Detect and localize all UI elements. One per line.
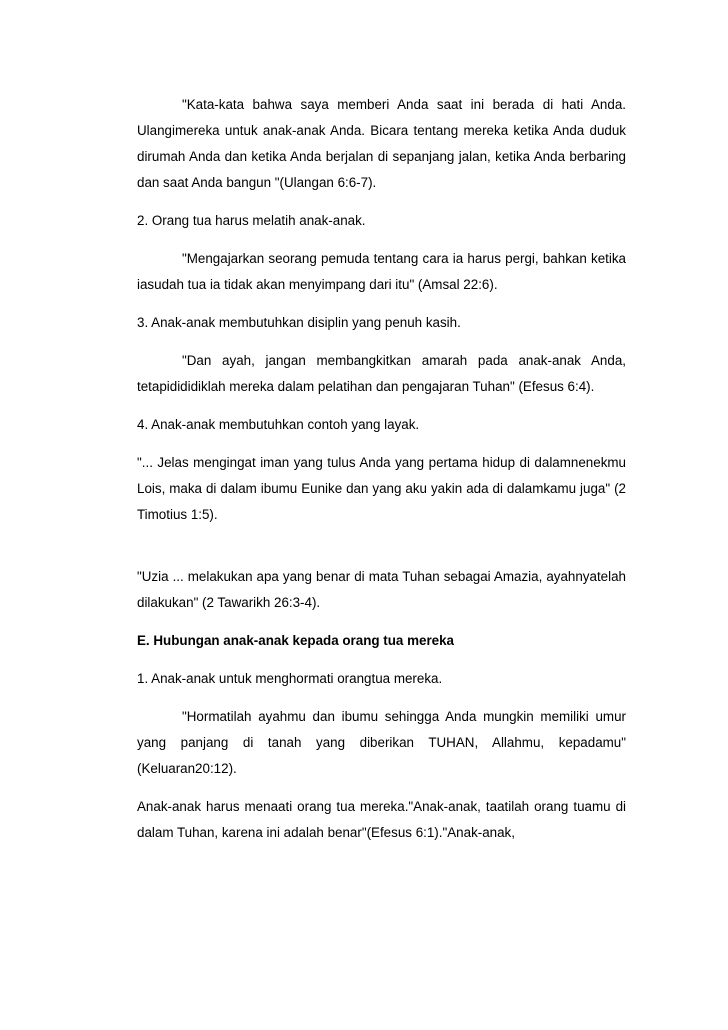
- document-body: [137, 92, 626, 858]
- quote-ulangan: "Kata-kata bahwa saya memberi Anda saat ini berada di hati Anda. Ulangimereka untuk anak-anak Anda. Bicara tentang mereka ketika Anda duduk dirumah Anda dan ketika Anda berjalan di sepanjang jalan, ketika Anda berbaring dan saat Anda bangun "(Ulangan 6:6-7).: [137, 97, 626, 190]
- point-4: 4. Anak-anak membutuhkan contoh yang layak.: [137, 417, 420, 432]
- quote-efesus-6-4: "Dan ayah, jangan membangkitkan amarah pada anak-anak Anda, tetapidididiklah mereka dalam pelatihan dan pengajaran Tuhan" (Efesus 6:4).: [137, 353, 626, 394]
- quote-tawarikh: "Uzia ... melakukan apa yang benar di mata Tuhan sebagai Amazia, ayahnyatelah dilakukan" (2 Tawarikh 26:3-4).: [137, 569, 626, 610]
- quote-timotius: "... Jelas mengingat iman yang tulus Anda yang pertama hidup di dalamnenekmu Lois, maka di dalam ibumu Eunike dan yang aku yakin ada di dalamkamu juga" (2 Timotius 1:5).: [137, 455, 626, 522]
- point-1: 1. Anak-anak untuk menghormati orangtua mereka.: [137, 671, 443, 686]
- quote-keluaran: "Hormatilah ayahmu dan ibumu sehingga Anda mungkin memiliki umur yang panjang di tanah yang diberikan TUHAN, Allahmu, kepadamu" (Keluaran20:12).: [137, 709, 626, 776]
- point-2: 2. Orang tua harus melatih anak-anak.: [137, 213, 366, 228]
- point-3: 3. Anak-anak membutuhkan disiplin yang penuh kasih.: [137, 315, 461, 330]
- quote-amsal: "Mengajarkan seorang pemuda tentang cara ia harus pergi, bahkan ketika iasudah tua ia tidak akan menyimpang dari itu" (Amsal 22:6).: [137, 251, 626, 292]
- paragraph-menaati: Anak-anak harus menaati orang tua mereka."Anak-anak, taatilah orang tuamu di dalam Tuhan, karena ini adalah benar"(Efesus 6:1)."Anak-anak,: [137, 799, 626, 840]
- section-heading-e: E. Hubungan anak-anak kepada orang tua mereka: [137, 633, 455, 648]
